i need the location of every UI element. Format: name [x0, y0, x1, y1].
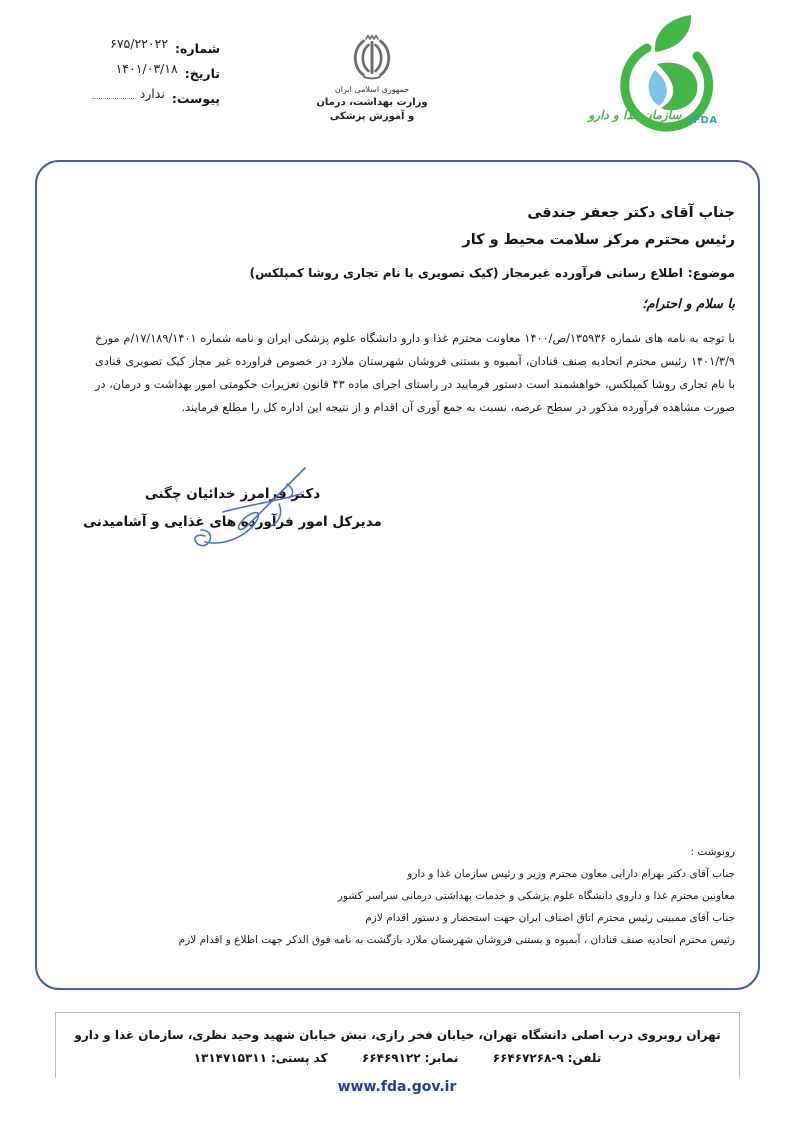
footer [55, 1012, 740, 1078]
national-emblem-icon [350, 34, 394, 80]
footer-address: تهران روبروی درب اصلی دانشگاه تهران، خیابان فخر رازی، نبش خیابان شهید وحید نظری، سازمان غذا و دارو [74, 1028, 721, 1042]
fax-value: ۶۶۴۶۹۱۲۲ [361, 1051, 421, 1065]
attachment-label: پیوست: [171, 91, 220, 106]
subject-text: اطلاع رسانی فرآورده غیرمجاز (کیک تصویری با نام تجاری روشا کمپلکس) [249, 266, 683, 280]
phone-value: ۹-۶۶۴۶۷۲۶۸ [492, 1051, 564, 1065]
ministry-name-line2: و آموزش پزشکی [329, 111, 415, 122]
ministry-name-line1: وزارت بهداشت، درمان [316, 97, 428, 108]
handwritten-signature [183, 464, 313, 549]
recipient [462, 200, 735, 254]
number-value: ۶۷۵/۲۲۰۲۲ [110, 36, 169, 51]
subject-label: موضوع: [687, 266, 735, 280]
footer-contact [56, 1047, 739, 1070]
signatory-title: مدیرکل امور فرآورده های غذایی و آشامیدنی [83, 514, 382, 530]
logo-org-name: سازمان غذا و دارو [588, 108, 682, 122]
recipient-title: رئیس محترم مرکز سلامت محیط و کار [462, 232, 735, 248]
meta-number-row [92, 36, 220, 61]
letter-meta [92, 36, 220, 111]
ifda-logo [585, 12, 740, 134]
date-label: تاریخ: [184, 66, 220, 81]
meta-attachment-row [92, 86, 220, 111]
cc-item: معاونین محترم غذا و داروی دانشگاه علوم پزشکی و خدمات بهداشتی درمانی سراسر کشور [337, 890, 735, 902]
subject-line [250, 262, 735, 284]
logo-abbreviation: IFDA [689, 115, 718, 126]
number-label: شماره: [175, 41, 220, 56]
greeting: با سلام و احترام؛ [642, 297, 735, 312]
postal-code-label: کد پستی: [270, 1051, 328, 1065]
date-value: ۱۴۰۱/۰۳/۱۸ [115, 61, 178, 76]
cc-list [77, 841, 735, 951]
attachment-value: ندارد [139, 86, 165, 101]
ministry-header [307, 34, 437, 124]
cc-label: رونوشت : [690, 846, 735, 858]
cc-item: جناب آقای ممبینی رئیس محترم اتاق اصناف ایران جهت استحضار و دستور اقدام لازم [365, 912, 735, 924]
meta-date-row [92, 61, 220, 86]
cc-item: جناب آقای دکتر بهرام دارایی معاون محترم وزیر و رئیس سازمان غذا و دارو [407, 868, 735, 880]
postal-code-value: ۱۳۱۴۷۱۵۳۱۱ [193, 1051, 267, 1065]
letter-body-frame [35, 160, 760, 990]
signatory-name: دکتر فرامرز خدائیان چگنی [144, 486, 321, 502]
dotted-leader [92, 98, 136, 99]
letter-paragraph: با توجه به نامه های شماره ۱۳۵۹۳۶/ص/۱۴۰۰ معاونت محترم غذا و دارو دانشگاه علوم پزشکی ایران و نامه شماره ۱۷/۱۸۹/۱۴۰۱/م مورخ ۱۴۰۱/۳/۹ رئیس محترم اتحادیه صنف قنادان، آبمیوه و بستنی فروشان شهرستان ملارد در خصوص فراورده غیر مجاز کیک تصویری قنادی با نام تجاری روشا کمپلکس، خواهشمند است دستور فرمایید در راستای اجرای ماده ۴۳ قانون تعزیرات حکومتی امور بهداشت و درمان، در صورت مشاهده فرآورده مذکور در سطح عرضه، نسبت به جمع آوری آن اقدام و از نتیجه این اداره کل را مطلع فرمایند. [95, 332, 735, 414]
cc-item: رئیس محترم اتحادیه صنف قنادان ، آبمیوه و بستنی فروشان شهرستان ملارد بازگشت به نامه فوق الذکر جهت اطلاع و اقدام لازم [178, 934, 735, 946]
website-url: www.fda.gov.ir [337, 1079, 457, 1095]
recipient-name: جناب آقای دکتر جعفر جندقی [527, 205, 735, 221]
phone-label: تلفن: [567, 1051, 602, 1065]
country-name: جمهوری اسلامی ایران [334, 85, 410, 94]
fax-label: نمابر: [424, 1051, 459, 1065]
